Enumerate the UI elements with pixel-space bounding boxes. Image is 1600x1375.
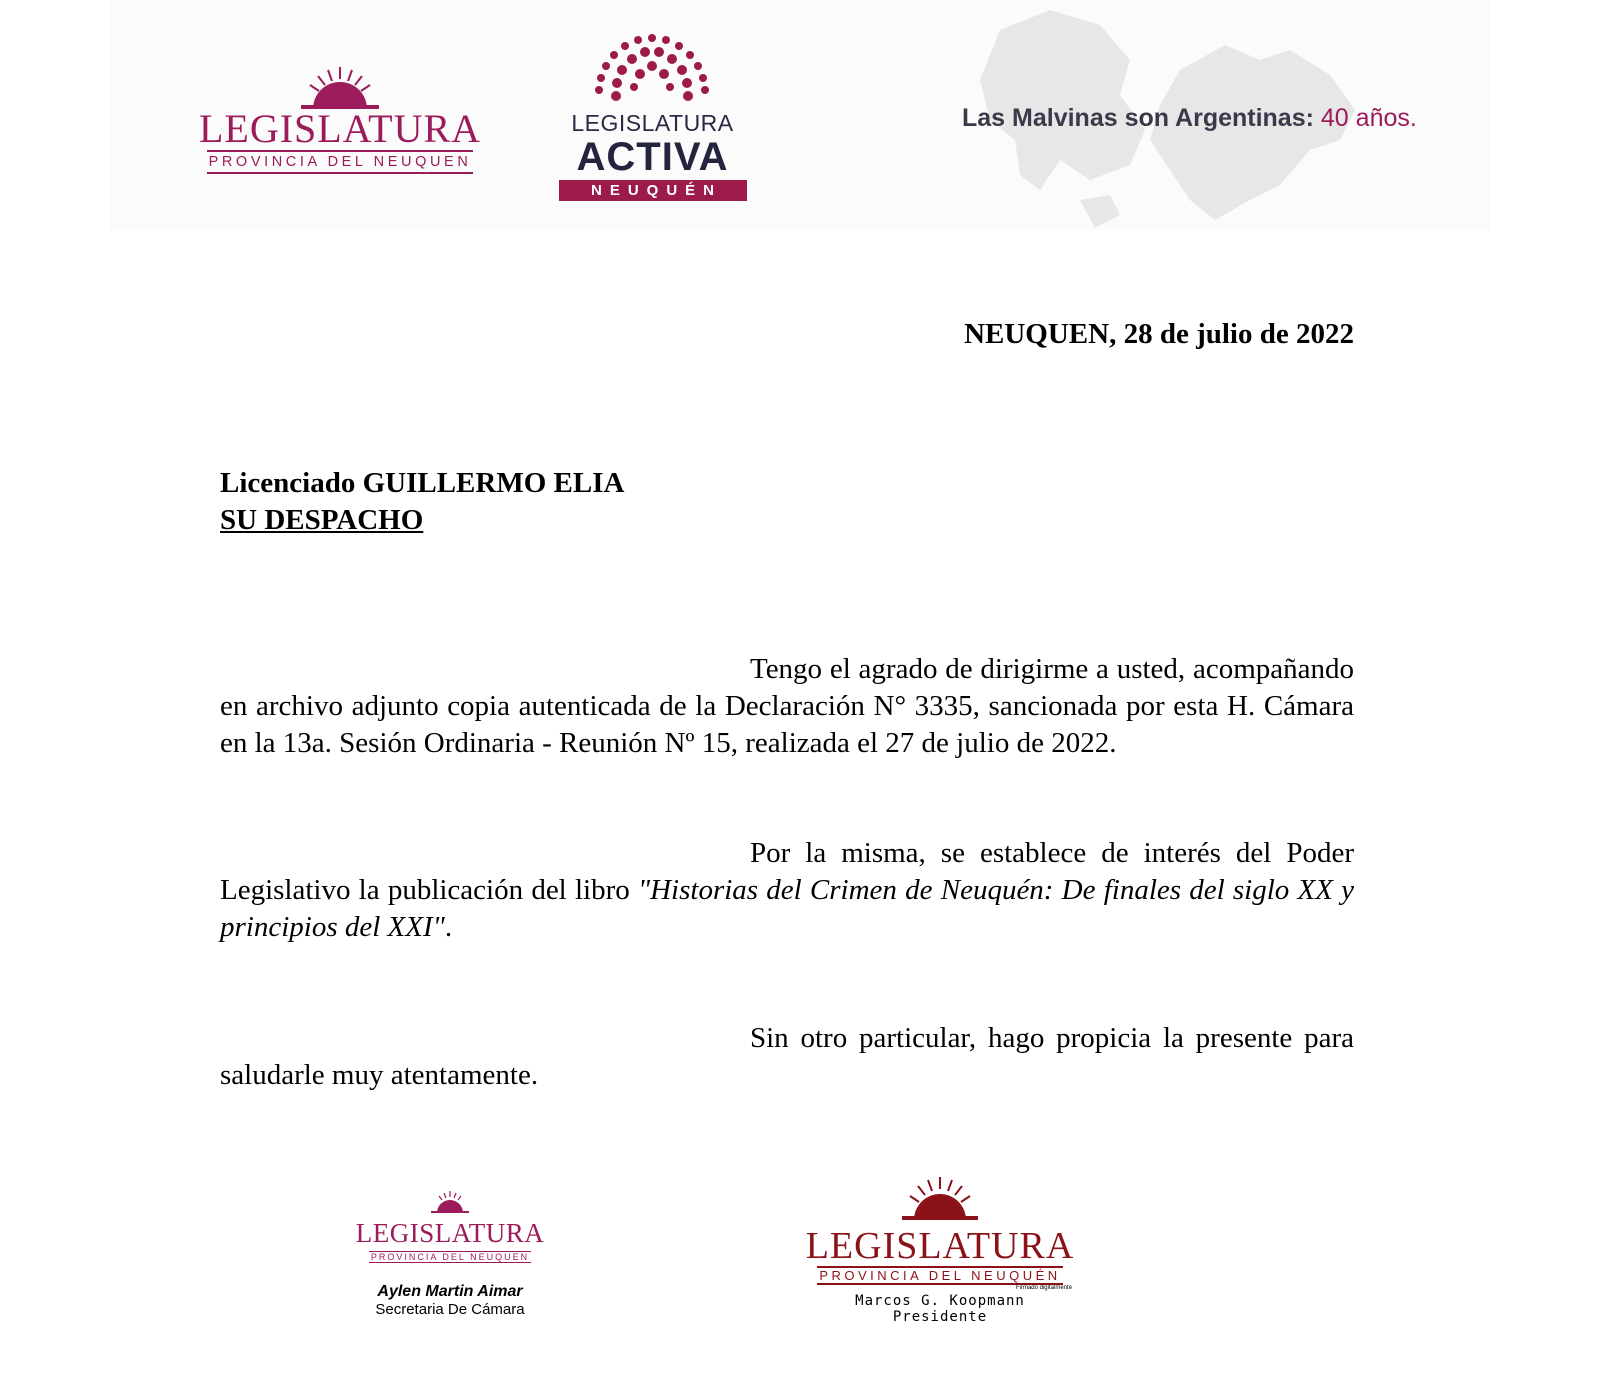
addressee-name: Licenciado GUILLERMO ELIA [220,467,625,499]
logo-title: LEGISLATURA [198,106,482,151]
paragraph-2-start: Por la misma, se establece de interés del Poder Legislativo la publicación del libro [220,837,1354,906]
logo-subtitle: PROVINCIA DEL NEUQUEN [207,150,474,174]
slogan-bold: Las Malvinas son Argentinas: [962,104,1314,132]
body-paragraph-1: Tengo el agrado de dirigirme a usted, acompañando en archivo adjunto copia autenticada de la Declaración N° 3335, sancionada por esta H. Cámara en la 13a. Sesión Ordinaria - Reunión Nº 15, realizada el 27 de julio de 2022. [220,653,1354,759]
sig2-logo-title: LEGISLATURA [805,1225,1075,1267]
signature-secretary [350,1190,550,1318]
body-paragraph-3: Sin otro particular, hago propicia la presente para saludarle muy atentamente. [220,1022,1354,1091]
sun-icon [428,1190,472,1214]
paragraph-2-end: . [444,911,453,943]
sig2-logo-subtitle: PROVINCIA DEL NEUQUÉN [819,1268,1061,1283]
malvinas-slogan [962,104,1417,133]
body-paragraph-2 [220,835,1354,946]
slogan-years: 40 años. [1320,104,1417,132]
dots-arc-icon [550,30,755,110]
legislatura-logo [190,65,490,185]
legislatura-activa-logo [550,30,755,220]
sig1-name: Aylen Martin Aimar [377,1283,523,1300]
sun-icon [295,65,385,110]
letter-date: NEUQUEN, 28 de julio de 2022 [964,318,1354,350]
activa-line2: ACTIVA [576,135,729,179]
digital-signature-note: Firmado digitalmente [1015,1285,1072,1291]
book-title: "Historias del Crimen de Neuquén: De finales del siglo XX y principios del XXI" [220,874,1354,943]
signature-president [790,1175,1090,1325]
sig1-role: Secretaria De Cámara [375,1301,525,1318]
sig2-role: Presidente [892,1309,988,1325]
addressee-dispatch: SU DESPACHO [220,504,424,536]
sig1-logo-subtitle: PROVINCIA DEL NEUQUEN [370,1252,530,1262]
sig1-logo-title: LEGISLATURA [355,1218,545,1248]
sig2-name: Marcos G. Koopmann [855,1293,1025,1309]
activa-line3: NEUQUÉN [559,180,747,201]
addressee-block [220,465,624,539]
activa-line1: LEGISLATURA [571,110,734,136]
sun-icon [897,1175,983,1221]
